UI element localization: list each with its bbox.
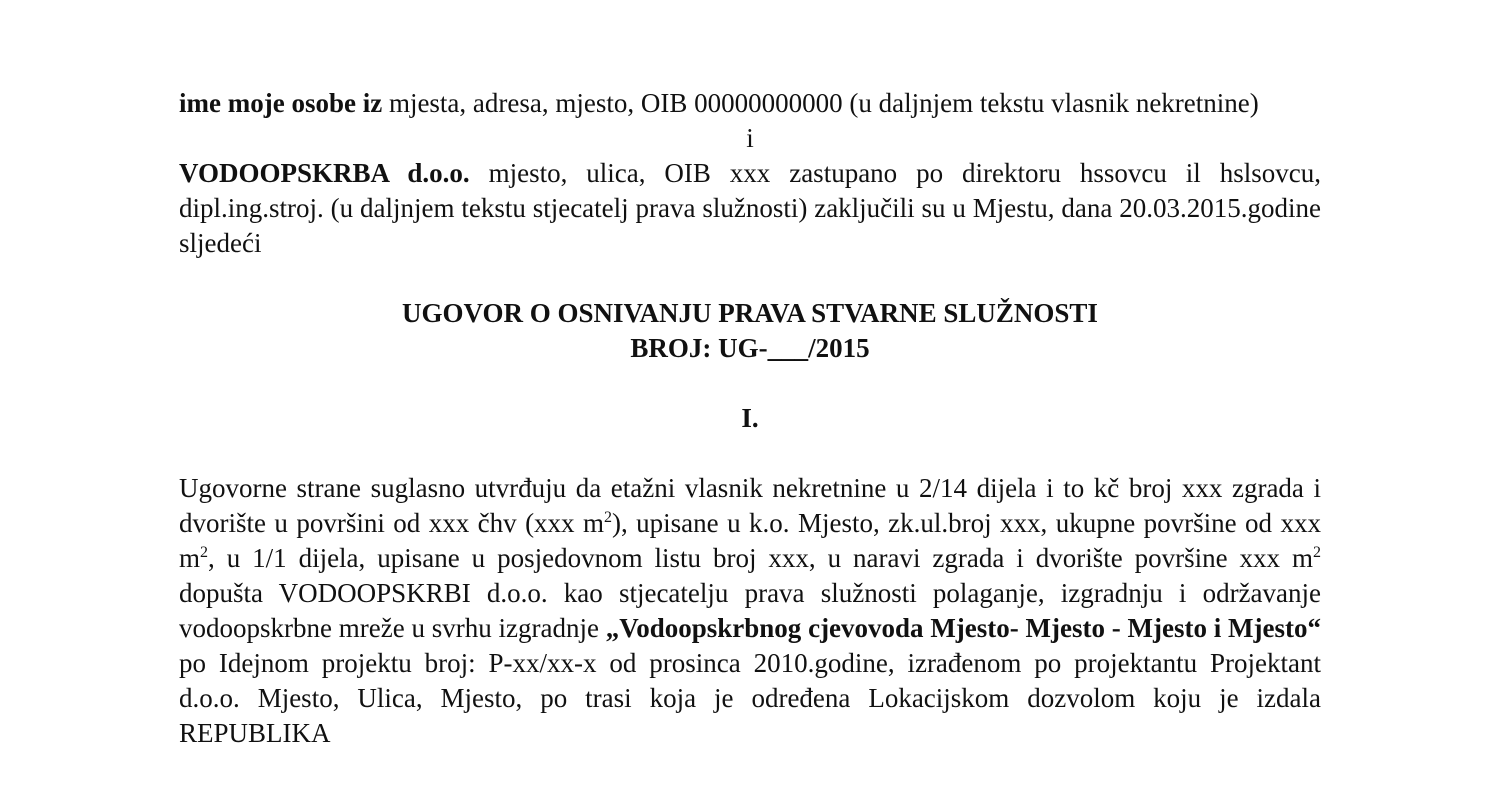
- party1-name: ime moje osobe iz: [179, 88, 383, 118]
- body-text: po Idejnom projektu broj: P-xx/xx-x od prosinca 2010.godine, izrađenom po projektantu Projektant d.o.o. Mjesto, Ulica, Mjesto, po trasi koja je određena Lokacijskom dozvolom koju je izdala REPUBLIKA: [179, 648, 1321, 748]
- superscript: 2: [604, 509, 612, 526]
- party1-details: mjesta, adresa, mjesto, OIB 00000000000 (u daljnjem tekstu vlasnik nekretnine): [382, 88, 1259, 118]
- body-text: Ugovorne strane suglasno utvrđuju da etažni vlasnik nekretnine u 2/14 dijela i to kč broj xxx zgrada i dvorište u površini od xxx čhv (xxx m: [179, 473, 1321, 538]
- spacer: [179, 436, 1321, 471]
- document-number: BROJ: UG-___/2015: [630, 333, 870, 363]
- connector-text: i: [746, 123, 754, 153]
- superscript: 2: [1313, 544, 1321, 561]
- body-text: dopušta VODOOPSKRBI d.o.o. kao stjecatelju prava služnosti polaganje, izgradnju i održavanje vodoopskrbne mreže u svrhu izgradnje: [179, 578, 1321, 643]
- spacer: [179, 366, 1321, 401]
- party2-paragraph: [179, 156, 1321, 261]
- document-title: UGOVOR O OSNIVANJU PRAVA STVARNE SLUŽNOSTI: [402, 298, 1098, 328]
- party1-paragraph: [179, 86, 1321, 121]
- party2-details: mjesto, ulica, OIB xxx zastupano po direktoru hssovcu il hslsovcu, dipl.ing.stroj. (u daljnjem tekstu stjecatelj prava služnosti) zaključili su u Mjestu, dana 20.03.2015.godine sljedeći: [179, 158, 1321, 258]
- document-page: [179, 86, 1321, 751]
- superscript: 2: [200, 544, 209, 561]
- party2-name: VODOOPSKRBA d.o.o.: [179, 158, 470, 188]
- body-text: ), upisane u k.o. Mjesto, zk.ul.broj xxx, ukupne površine od xxx m: [179, 508, 1321, 573]
- body-paragraph: [179, 471, 1321, 751]
- project-name: „Vodoopskrbnog cjevovoda Mjesto- Mjesto - Mjesto i Mjesto“: [605, 613, 1321, 643]
- section-heading: I.: [741, 403, 759, 433]
- body-text: , u 1/1 dijela, upisane u posjedovnom listu broj xxx, u naravi zgrada i dvorište površine xxx m: [208, 543, 1313, 573]
- spacer: [179, 261, 1321, 296]
